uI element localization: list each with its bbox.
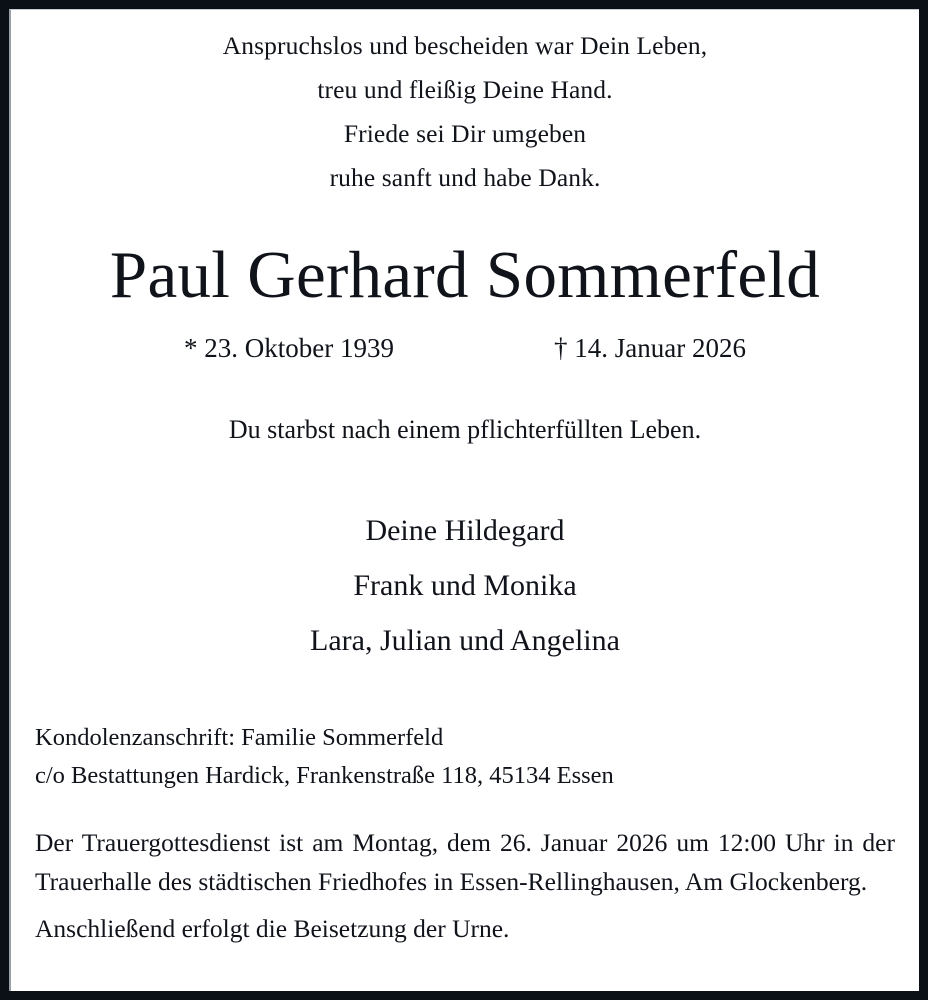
- death-date: † 14. Januar 2026: [554, 333, 746, 363]
- verse-line-3: Friede sei Dir umgeben: [343, 119, 587, 148]
- life-dates: [35, 331, 895, 365]
- farewell-sentence: Du starbst nach einem pflichterfüllten Leben.: [228, 415, 702, 444]
- survivor-line-1: Deine Hildegard: [365, 514, 565, 547]
- condolence-address-block: [35, 719, 895, 795]
- verse-line-4: ruhe sanft und habe Dank.: [329, 163, 601, 192]
- service-closing: Anschließend erfolgt die Beisetzung der Urne.: [35, 914, 510, 943]
- verse-line-1: Anspruchslos und bescheiden war Dein Leben,: [222, 31, 708, 60]
- deceased-name: Paul Gerhard Sommerfeld: [109, 238, 821, 312]
- survivor-line-2: Frank und Monika: [353, 569, 577, 602]
- memorial-verse: [35, 24, 895, 200]
- survivors-block: [35, 503, 895, 668]
- notice-content: [11, 10, 919, 991]
- birth-date: * 23. Oktober 1939: [184, 333, 394, 363]
- verse-line-2: treu und fleißig Deine Hand.: [317, 75, 613, 104]
- condolence-address-line-2: c/o Bestattungen Hardick, Frankenstraße 118, 45134 Essen: [35, 762, 614, 789]
- service-details: Der Trauergottesdienst ist am Montag, dem 26. Januar 2026 um 12:00 Uhr in der Trauerhalle des städtischen Friedhofes in Essen-Rellinghausen, Am Glockenberg.: [35, 828, 895, 896]
- funeral-service-block: [35, 823, 895, 948]
- deceased-name-block: [35, 238, 895, 312]
- notice-inner-frame: [9, 9, 919, 991]
- survivor-line-3: Lara, Julian und Angelina: [310, 624, 620, 657]
- condolence-address-line-1: Kondolenzanschrift: Familie Sommerfeld: [35, 724, 444, 751]
